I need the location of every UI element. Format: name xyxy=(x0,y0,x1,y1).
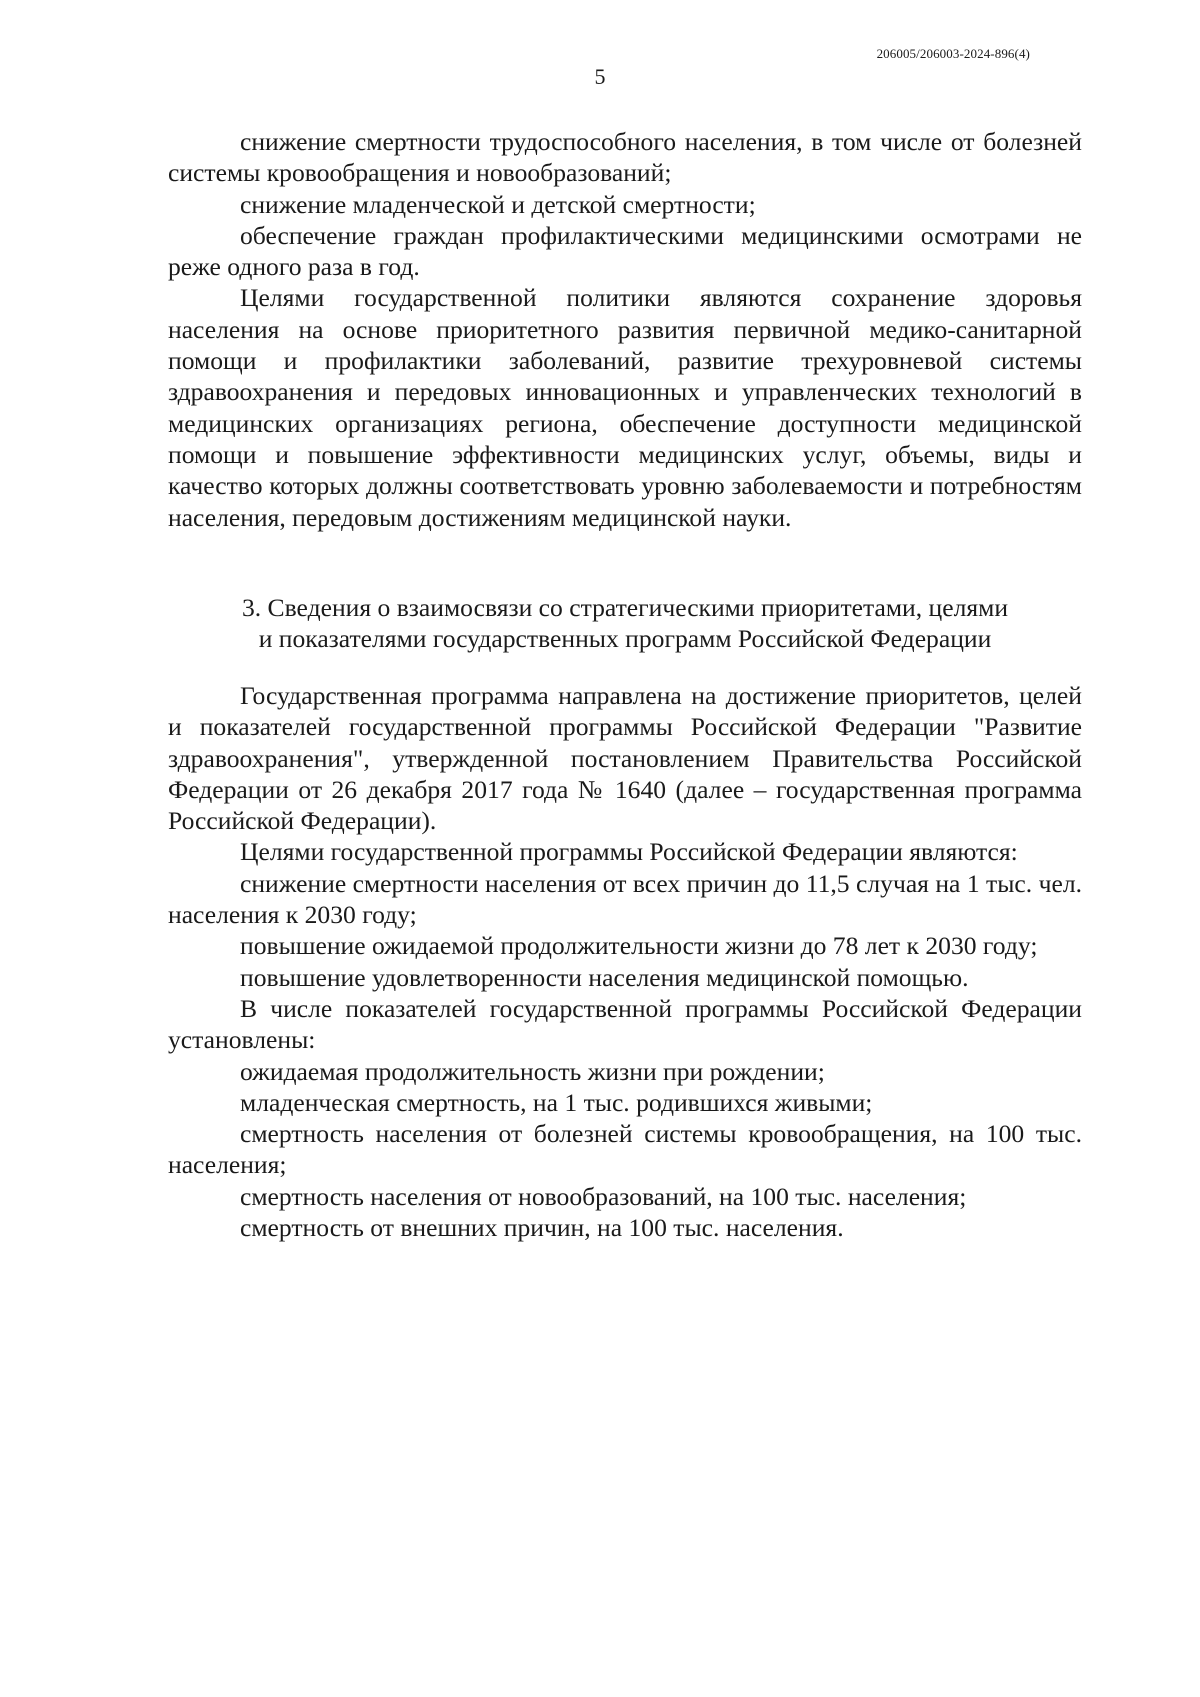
paragraph: смертность от внешних причин, на 100 тыс. населения. xyxy=(240,1213,844,1243)
paragraph: повышение ожидаемой продолжительности жизни до 78 лет к 2030 году; xyxy=(240,931,1038,961)
section-heading-line: 3. Сведения о взаимосвязи со стратегическими приоритетами, целями xyxy=(241,593,1009,622)
document-number: 206005/206003-2024-896(4) xyxy=(876,46,1030,61)
paragraph: обеспечение граждан профилактическими медицинскими осмотрами не реже одного раза в год. xyxy=(168,220,1082,282)
paragraph: младенческая смертность, на 1 тыс. родившихся живыми; xyxy=(240,1087,873,1117)
text-block-federal-program xyxy=(168,680,1082,1243)
paragraph: ожидаемая продолжительность жизни при рождении; xyxy=(240,1056,825,1086)
text-block-goals xyxy=(168,126,1082,533)
paragraph: снижение смертности трудоспособного населения, в том числе от болезней системы кровообращения и новообразований; xyxy=(168,127,1082,188)
section-heading-line: и показателями государственных программ Российской Федерации xyxy=(258,624,992,654)
paragraph: снижение смертности населения от всех причин до 11,5 случая на 1 тыс. чел. населения к 2030 году; xyxy=(168,868,1082,930)
section-heading xyxy=(168,592,1082,655)
paragraph: Целями государственной программы Российской Федерации являются: xyxy=(240,837,1018,867)
paragraph: Целями государственной политики являются сохранение здоровья населения на основе приоритетного развития первичной медико-санитарной помощи и профилактики заболеваний, развитие трехуровневой системы здравоохранения и передовых инновационных и управленческих технологий в медицинских организациях региона, обеспечение доступности медицинской помощи и повышение эффективности медицинских услуг, объемы, виды и качество которых должны соответствовать уровню заболеваемости и потребностям населения, передовым достижениям медицинской науки. xyxy=(168,283,1082,532)
paragraph: смертность населения от новообразований, на 100 тыс. населения; xyxy=(240,1181,967,1211)
paragraph: В числе показателей государственной программы Российской Федерации установлены: xyxy=(168,993,1082,1055)
paragraph: снижение младенческой и детской смертности; xyxy=(240,189,756,219)
paragraph: Государственная программа направлена на достижение приоритетов, целей и показателей государственной программы Российской Федерации "Развитие здравоохранения", утвержденной постановлением Правительства Российской Федерации от 26 декабря 2017 года № 1640 (далее – государственная программа Российской Федерации). xyxy=(168,681,1082,836)
page-number: 5 xyxy=(594,64,606,89)
paragraph: смертность населения от болезней системы кровообращения, на 100 тыс. населения; xyxy=(168,1119,1082,1180)
paragraph: повышение удовлетворенности населения медицинской помощью. xyxy=(240,962,969,992)
